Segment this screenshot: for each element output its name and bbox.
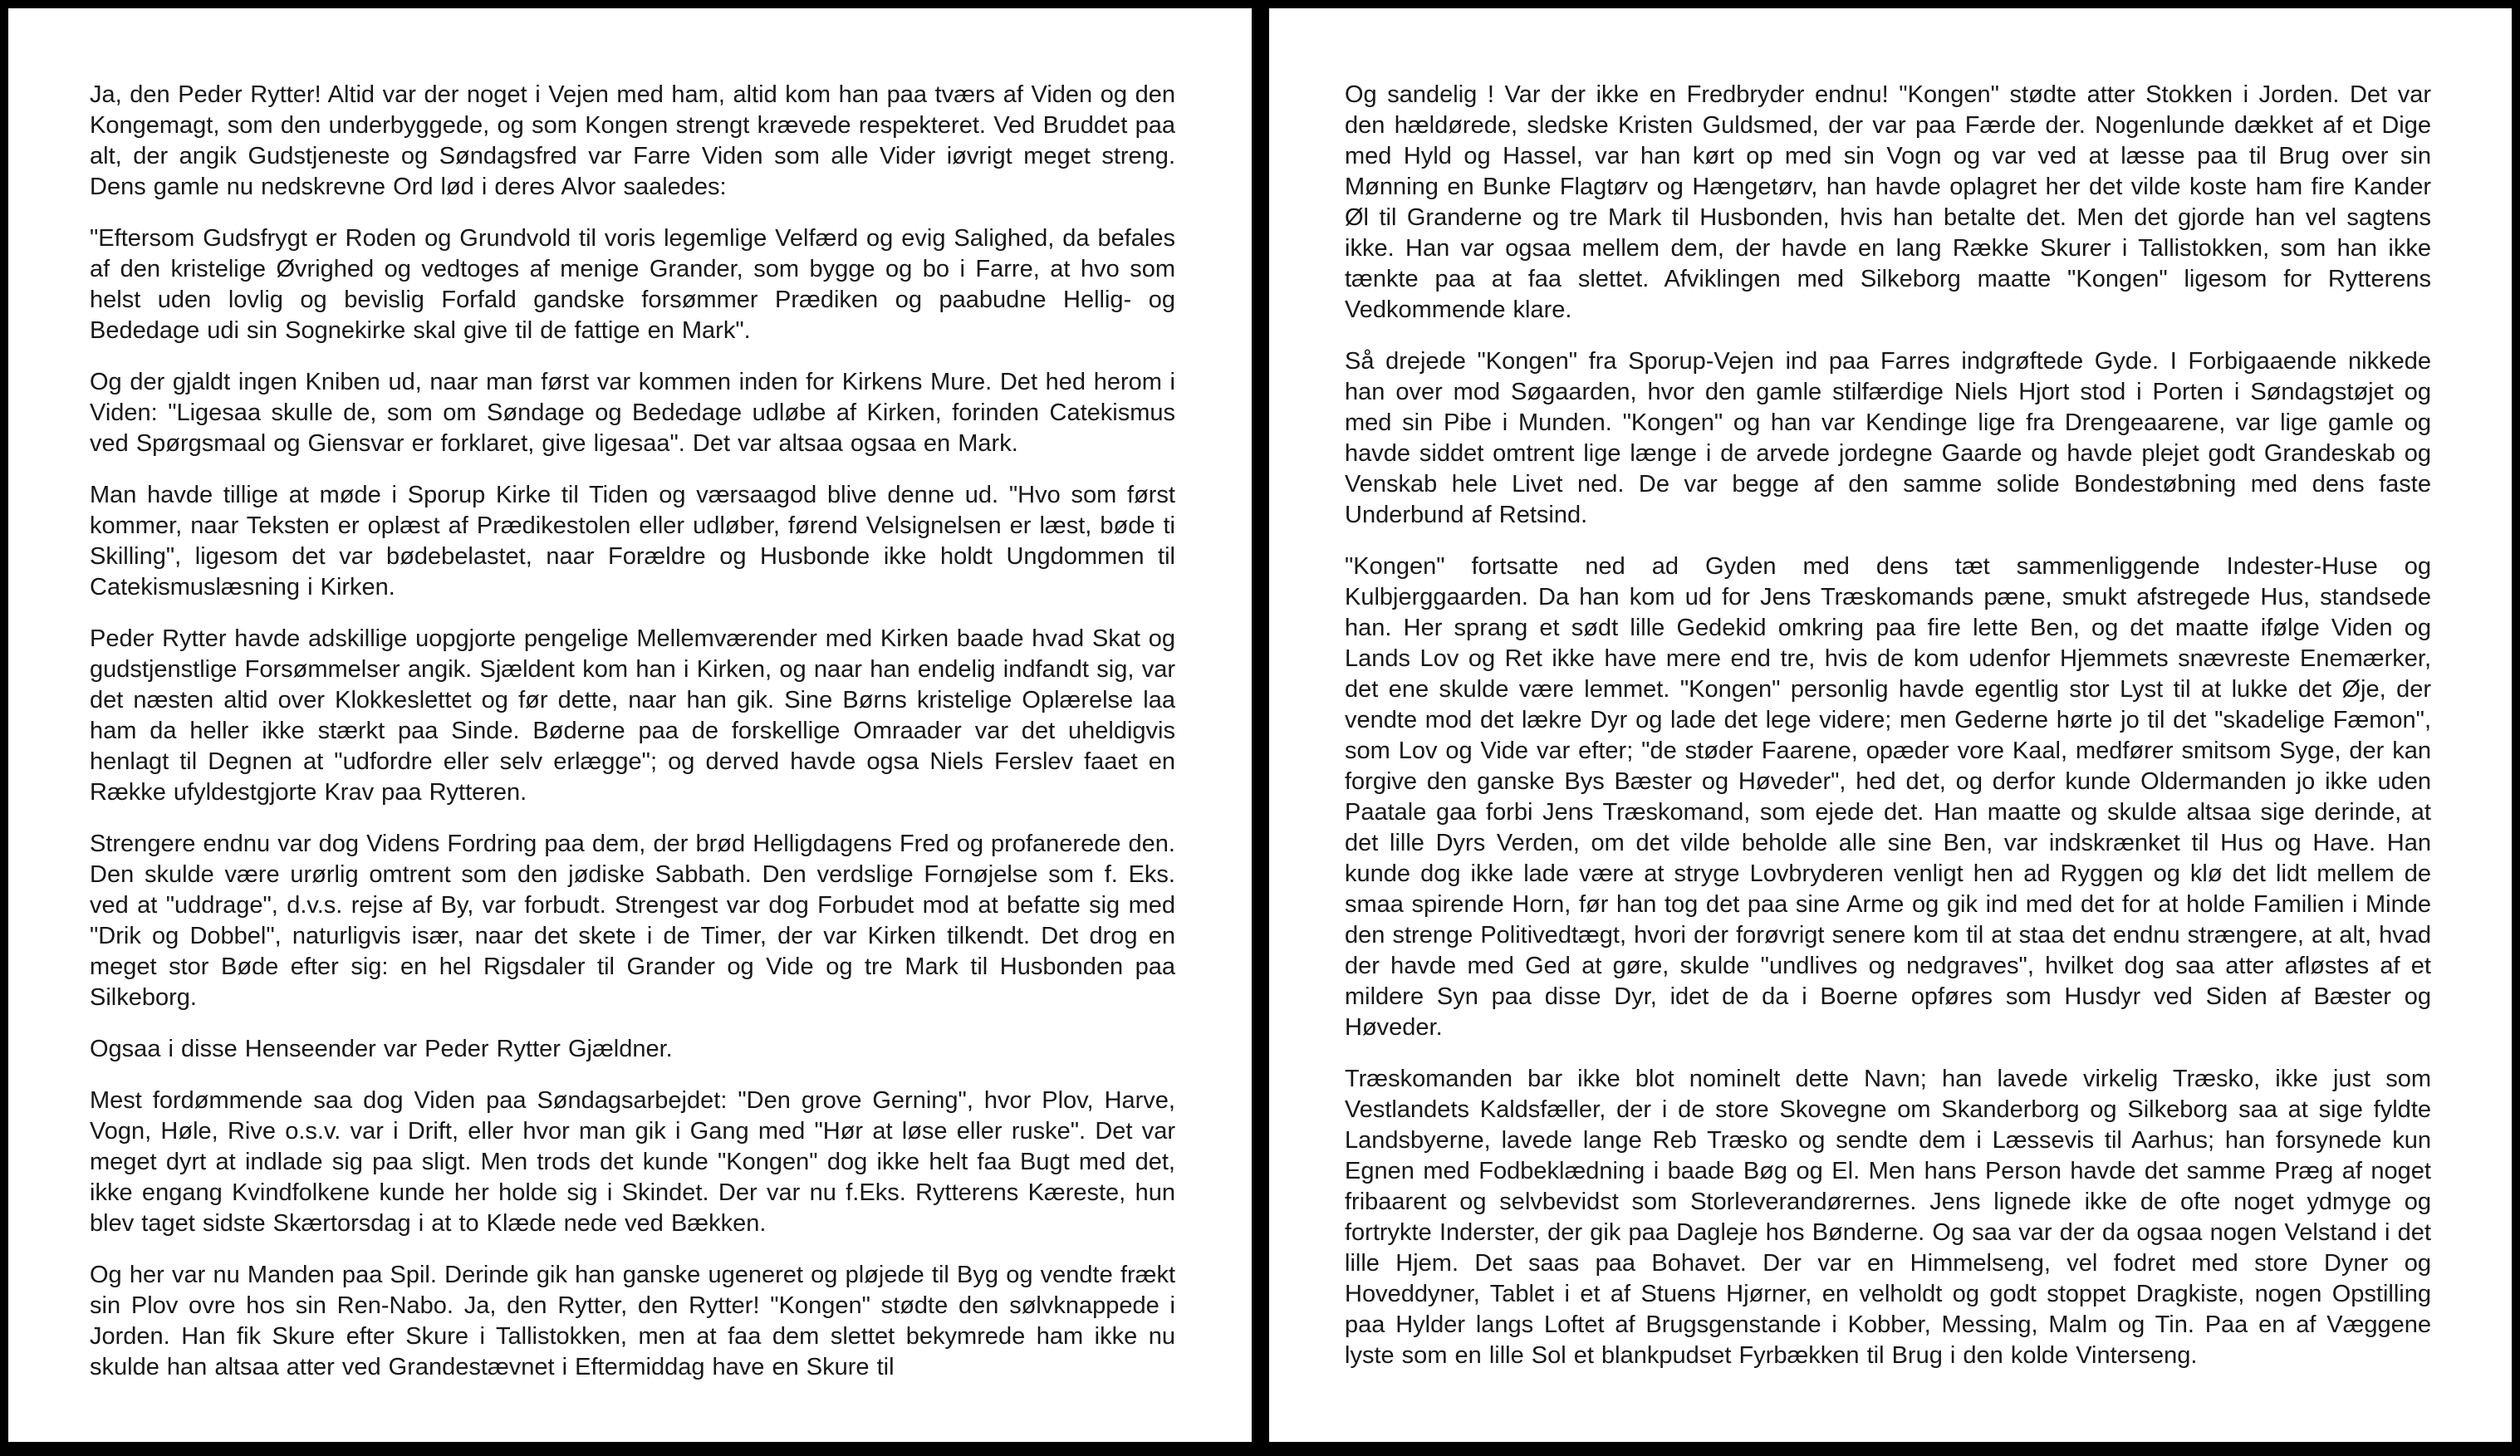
- paragraph: Så drejede "Kongen" fra Sporup-Vejen ind paa Farres indgrøftede Gyde. I Forbigaaende nikkede han over mod Søgaarden, hvor den gamle stilfærdige Niels Hjort stod i Porten i Søndagstøjet og med sin Pibe i Munden. "Kongen" og han var Kendinge lige fra Drengeaarene, var lige gamle og havde siddet omtrent lige længe i de arvede jordegne Gaarde og havde plejet godt Grandeskab og Venskab hele Livet ned. De var begge af den samme solide Bondestøbning med dens faste Underbund af Retsind.: [1345, 348, 2431, 528]
- paragraph: Man havde tillige at møde i Sporup Kirke til Tiden og værsaagod blive denne ud. "Hvo som først kommer, naar Teksten er oplæst af Prædikestolen eller udløber, førend Velsignelsen er læst, bøde ti Skilling", ligesom det var bødebelastet, naar Forældre og Husbonde ikke holdt Ungdommen til Catekismuslæsning i Kirken.: [90, 482, 1175, 601]
- page-left: [8, 8, 1252, 1442]
- paragraph: Og sandelig ! Var der ikke en Fredbryder endnu! "Kongen" stødte atter Stokken i Jorden. Det var den hældørede, sledske Kristen Guldsmed, der var paa Færde der. Nogenlunde dækket af et Dige med Hyld og Hassel, var han kørt op med sin Vogn og var ved at læsse paa til Brug over sin Mønning en Bunke Flagtørv og Hængetørv, han havde oplagret her det vilde koste ham fire Kander Øl til Granderne og tre Mark til Husbonden, hvis han betalte det. Men det gjorde han vel sagtens ikke. Han var ogsaa mellem dem, der havde en lang Række Skurer i Tallistokken, som han ikke tænkte paa at faa slettet. Afviklingen med Silkeborg maatte "Kongen" ligesom for Rytterens Vedkommende klare.: [1345, 81, 2431, 323]
- paragraph: Og her var nu Manden paa Spil. Derinde gik han ganske ugeneret og pløjede til Byg og vendte frækt sin Plov ovre hos sin Ren-Nabo. Ja, den Rytter, den Rytter! "Kongen" stødte den sølvknappede i Jorden. Han fik Skure efter Skure i Tallistokken, men at faa dem slettet bekymrede ham ikke nu skulde han altsaa atter ved Grandestævnet i Eftermiddag have en Skure til: [90, 1262, 1175, 1380]
- paragraph: Strengere endnu var dog Videns Fordring paa dem, der brød Helligdagens Fred og profanerede den. Den skulde være urørlig omtrent som den jødiske Sabbath. Den verdslige Fornøjelse som f. Eks. ved at "uddrage", d.v.s. rejse af By, var forbudt. Strengest var dog Forbudet mod at befatte sig med "Drik og Dobbel", naturligvis især, naar det skete i de Timer, der var Kirken tilkendt. Det drog en meget stor Bøde efter sig: en hel Rigsdaler til Grander og Vide og tre Mark til Husbonden paa Silkeborg.: [90, 831, 1175, 1011]
- paragraph: Ja, den Peder Rytter! Altid var der noget i Vejen med ham, altid kom han paa tværs af Viden og den Kongemagt, som den underbyggede, og som Kongen strengt krævede respekteret. Ved Bruddet paa alt, der angik Gudstjeneste og Søndagsfred var Farre Viden som alle Vider iøvrigt meget streng. Dens gamle nu nedskrevne Ord lød i deres Alvor saaledes:: [90, 81, 1175, 200]
- paragraph: "Kongen" fortsatte ned ad Gyden med dens tæt sammenliggende Indester-Huse og Kulbjerggaarden. Da han kom ud for Jens Træskomands pæne, smukt afstregede Hus, standsede han. Her sprang et sødt lille Gedekid omkring paa fire lette Ben, og det maatte ifølge Viden og Lands Lov og Ret ikke have mere end tre, hvis de kom udenfor Hjemmets snævreste Enemærker, det ene skulde være lemmet. "Kongen" personlig havde egentlig stor Lyst til at lukke det Øje, der vendte mod det lækre Dyr og lade det lege videre; men Gederne hørte jo til det "skadelige Fæmon", som Lov og Vide var efter; "de støder Faarene, opæder vore Kaal, medfører smitsom Syge, der kan forgive den ganske Bys Bæster og Høveder", hed det, og derfor kunde Oldermanden jo ikke uden Paatale gaa forbi Jens Træskomand, som ejede det. Han maatte og skulde altsaa sige derinde, at det lille Dyrs Verden, om det vilde beholde alle sine Ben, var indskrænket til Hus og Have. Han kunde dog ikke lade være at stryge Lovbryderen venligt hen ad Ryggen og klø det lidt mellem de smaa spirende Horn, før han tog det paa sine Arme og gik ind med det for at holde Familien i Minde den strenge Politivedtægt, hvori der forøvrigt senere kom til at staa det endnu strængere, at alt, hvad der havde med Ged at gøre, skulde "undlives og nedgraves", hvilket dog saa atter afløstes af et mildere Syn paa disse Dyr, idet de da i Boerne opføres som Husdyr ved Siden af Bæster og Høveder.: [1345, 553, 2431, 1041]
- paragraph: Træskomanden bar ikke blot nominelt dette Navn; han lavede virkelig Træsko, ikke just som Vestlandets Kaldsfæller, der i de store Skovegne om Skanderborg og Silkeborg saa at sige fyldte Landsbyerne, lavede lange Reb Træsko og sendte dem i Læssevis til Aarhus; han forsynede kun Egnen med Fodbeklædning i baade Bøg og El. Men hans Person havde det samme Præg af noget fribaarent og selvbevidst som Storleverandørernes. Jens lignede ikke de ofte noget ydmyge og fortrykte Inderster, der gik paa Dagleje hos Bønderne. Og saa var der da ogsaa nogen Velstand i det lille Hjem. Det saas paa Bohavet. Der var en Himmelseng, vel fodret med store Dyner og Hoveddyner, Tablet i et af Stuens Hjørner, en velholdt og godt stoppet Dragkiste, nogen Opstilling paa Hylder langs Loftet af Brugsgenstande i Kobber, Messing, Malm og Tin. Paa en af Væggene lyste som en lille Sol et blankpudset Fyrbækken til Brug i den kolde Vinterseng.: [1345, 1066, 2431, 1369]
- paragraph: Peder Rytter havde adskillige uopgjorte pengelige Mellemværender med Kirken baade hvad Skat og gudstjenstlige Forsømmelser angik. Sjældent kom han i Kirken, og naar han endelig indfandt sig, var det næsten altid over Klokkeslettet og før dette, naar han gik. Sine Børns kristelige Oplærelse laa ham da heller ikke stærkt paa Sinde. Bøderne paa de forskellige Omraader var det uheldigvis henlagt til Degnen at "udfordre eller selv erlægge"; og derved havde ogsa Niels Ferslev faaet en Række ufyldestgjorte Krav paa Rytteren.: [90, 625, 1175, 806]
- page-right: [1269, 8, 2512, 1442]
- paragraph: "Eftersom Gudsfrygt er Roden og Grundvold til voris legemlige Velfærd og evig Salighed, da befales af den kristelige Øvrighed og vedtoges af menige Grander, som bygge og bo i Farre, at hvo som helst uden lovlig og bevislig Forfald gandske forsømmer Prædiken og paabudne Hellig- og Bededage udi sin Sognekirke skal give til de fattige en Mark".: [90, 225, 1175, 344]
- paragraph: Og der gjaldt ingen Kniben ud, naar man først var kommen inden for Kirkens Mure. Det hed herom i Viden: "Ligesaa skulle de, som om Søndage og Bededage udløbe af Kirken, forinden Catekismus ved Spørgsmaal og Giensvar er forklaret, give ligesaa". Det var altsaa ogsaa en Mark.: [90, 369, 1175, 457]
- paragraph: Ogsaa i disse Henseender var Peder Rytter Gjældner.: [90, 1036, 673, 1062]
- paragraph: Mest fordømmende saa dog Viden paa Søndagsarbejdet: "Den grove Gerning", hvor Plov, Harve, Vogn, Høle, Rive o.s.v. var i Drift, eller hvor man gik i Gang med "Hør at løse eller ruske". Det var meget dyrt at indlade sig paa sligt. Men trods det kunde "Kongen" dog ikke helt faa Bugt med det, ikke engang Kvindfolkene kunde her holde sig i Skindet. Der var nu f.Eks. Rytterens Kæreste, hun blev taget sidste Skærtorsdag i at to Klæde nede ved Bækken.: [90, 1087, 1175, 1237]
